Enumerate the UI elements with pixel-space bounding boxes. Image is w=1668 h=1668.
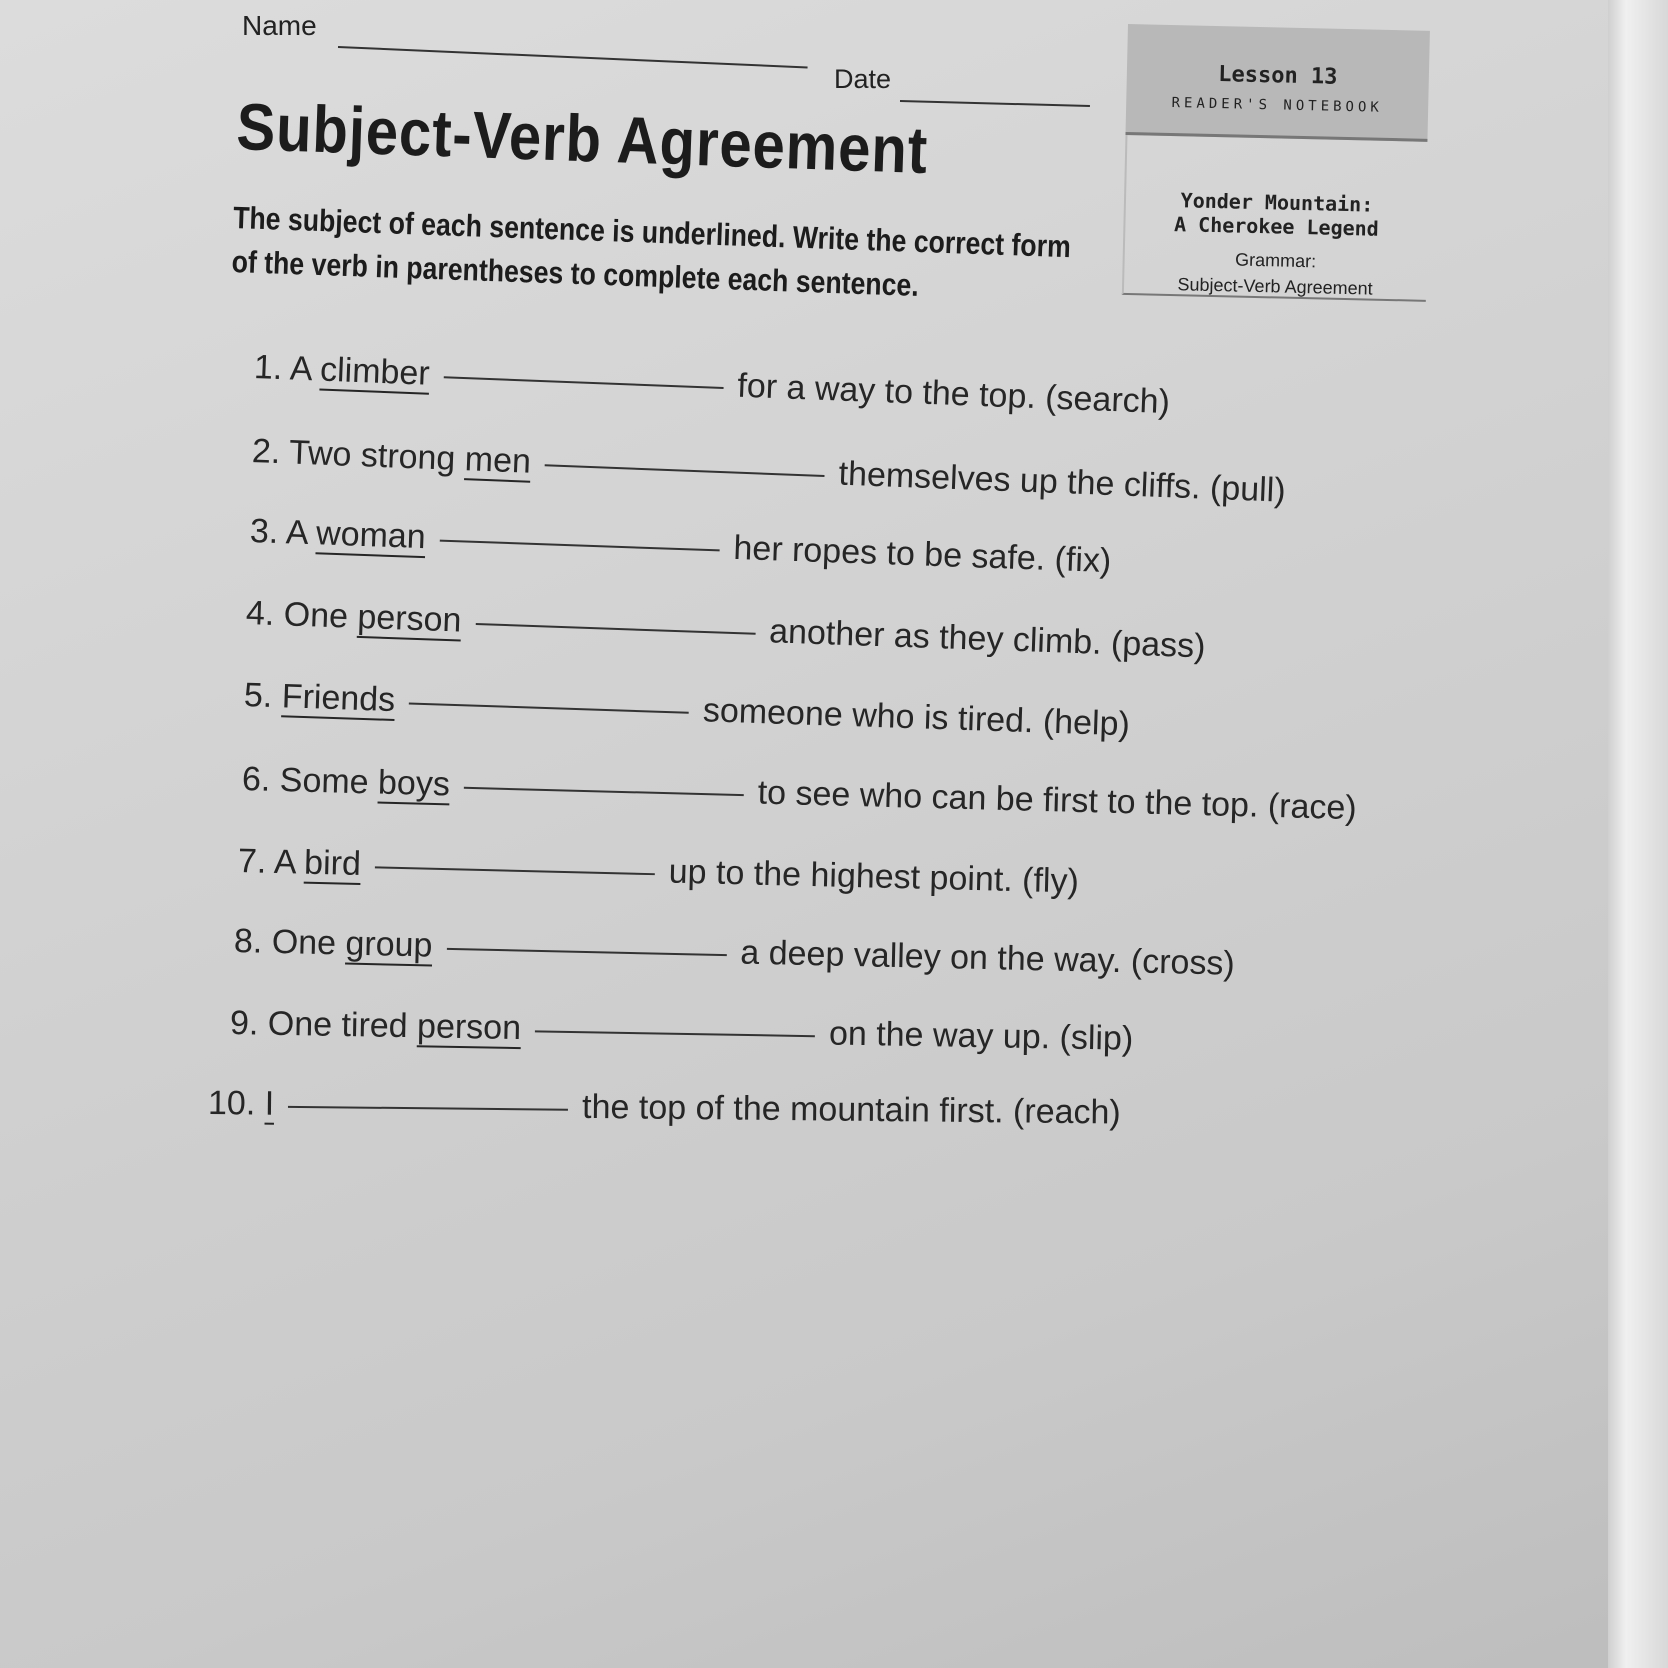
item-text-after: to see who can be first to the top. (race) xyxy=(757,773,1358,828)
page-title: Subject-Verb Agreement xyxy=(235,88,930,188)
item-number: 5. xyxy=(243,676,273,715)
notebook-header xyxy=(1125,24,1429,142)
date-label: Date xyxy=(834,64,892,94)
item-subject: climber xyxy=(319,350,431,393)
item-number: 4. xyxy=(245,594,276,633)
item-text-before: A xyxy=(273,842,296,882)
item-number: 3. xyxy=(249,512,280,551)
item-text-before: One xyxy=(283,595,349,636)
item-text-after: the top of the mountain first. (reach) xyxy=(581,1087,1121,1132)
item-subject: woman xyxy=(315,514,427,557)
item-subject: Friends xyxy=(281,677,396,720)
item-text-before: One tired xyxy=(267,1004,408,1046)
exercise-item xyxy=(230,1004,1134,1059)
name-label: Name xyxy=(242,10,317,41)
item-subject: bird xyxy=(303,843,362,883)
notebook-details xyxy=(1122,135,1430,302)
item-subject: boys xyxy=(377,763,451,804)
item-text-before: Two strong xyxy=(288,433,457,478)
exercise-item xyxy=(253,348,1170,422)
item-text-before: A xyxy=(285,513,308,552)
grammar-topic: Subject-Verb Agreement xyxy=(1177,274,1373,299)
item-subject: person xyxy=(416,1007,522,1048)
item-subject: person xyxy=(356,597,463,640)
answer-blank[interactable] xyxy=(288,1104,568,1110)
story-title-line2: A Cherokee Legend xyxy=(1173,212,1380,241)
item-subject: men xyxy=(464,440,532,481)
item-text-after: up to the highest point. (fly) xyxy=(668,852,1080,901)
item-text-after: her ropes to be safe. (fix) xyxy=(732,528,1112,581)
item-number: 9. xyxy=(229,1004,259,1043)
exercise-item xyxy=(243,676,1130,744)
item-number: 1. xyxy=(253,348,284,388)
item-text-before: One xyxy=(271,922,337,963)
item-number: 2. xyxy=(251,432,282,472)
readers-notebook-box xyxy=(1122,24,1430,301)
item-number: 10. xyxy=(207,1084,256,1123)
item-text-after: someone who is tired. (help) xyxy=(702,691,1131,744)
item-text-before: Some xyxy=(279,760,370,802)
answer-blank[interactable] xyxy=(545,463,825,477)
item-number: 6. xyxy=(241,760,271,799)
exercise-item xyxy=(208,1084,1121,1133)
exercise-item xyxy=(234,922,1236,984)
grammar-label: Grammar: xyxy=(1234,249,1317,272)
answer-blank[interactable] xyxy=(444,375,724,389)
item-text-before: A xyxy=(289,349,312,389)
story-title-line1: Yonder Mountain: xyxy=(1180,188,1374,217)
item-subject: I xyxy=(264,1084,275,1123)
answer-blank[interactable] xyxy=(440,538,720,551)
page-edge xyxy=(1608,0,1668,1668)
answer-blank[interactable] xyxy=(446,946,726,955)
date-field[interactable] xyxy=(900,100,1090,107)
exercise-item xyxy=(241,760,1357,828)
exercise-item xyxy=(238,842,1080,902)
item-text-after: for a way to the top. (search) xyxy=(736,366,1171,422)
answer-blank[interactable] xyxy=(535,1029,815,1037)
exercise-item xyxy=(251,432,1286,511)
exercise-item xyxy=(249,512,1112,581)
exercise-item xyxy=(245,594,1206,666)
notebook-section: READER'S NOTEBOOK xyxy=(1171,95,1383,116)
item-number: 8. xyxy=(233,922,263,961)
item-text-after: another as they climb. (pass) xyxy=(768,612,1207,666)
name-field[interactable] xyxy=(338,46,808,68)
item-text-after: a deep valley on the way. (cross) xyxy=(739,933,1236,983)
answer-blank[interactable] xyxy=(464,785,744,795)
item-subject: group xyxy=(345,924,433,965)
item-number: 7. xyxy=(237,842,267,881)
lesson-number: Lesson 13 xyxy=(1217,62,1338,90)
answer-blank[interactable] xyxy=(375,865,655,875)
answer-blank[interactable] xyxy=(409,701,689,713)
instructions: The subject of each sentence is underlined. Write the correct form of the verb in parentheses to complete each sentence. xyxy=(231,199,1072,303)
answer-blank[interactable] xyxy=(475,622,755,635)
item-text-after: on the way up. (slip) xyxy=(828,1014,1134,1058)
item-text-after: themselves up the cliffs. (pull) xyxy=(837,454,1287,510)
